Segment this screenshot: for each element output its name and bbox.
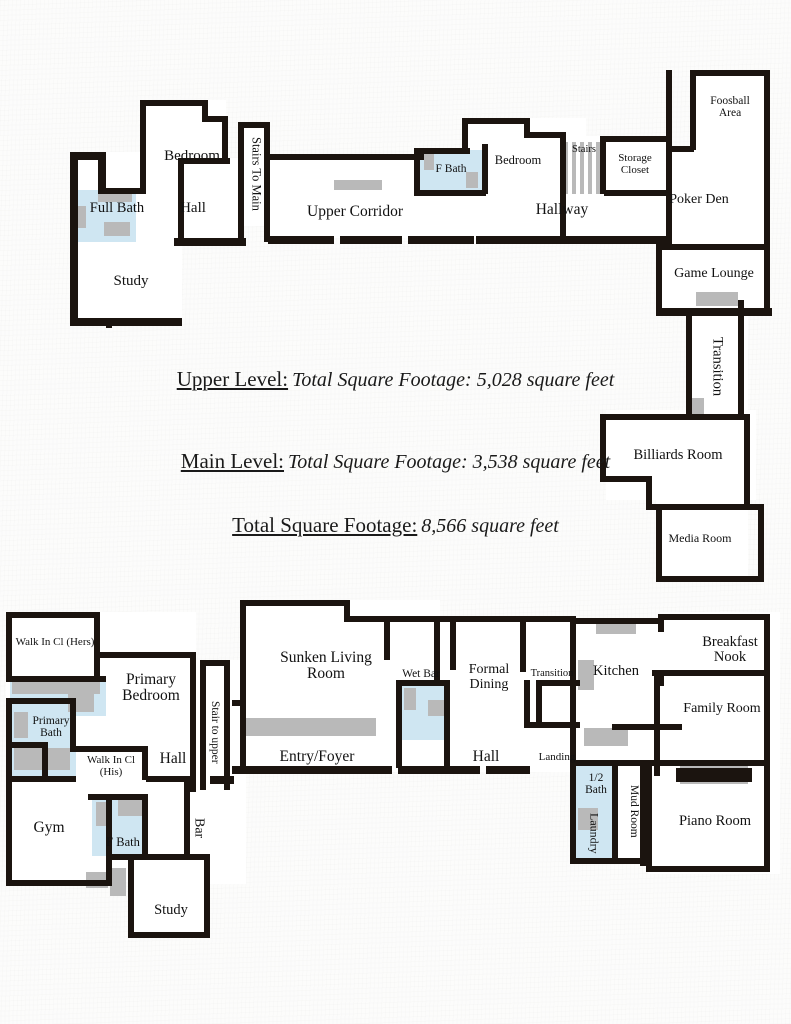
room-label-sunken-living-room: Sunken Living Room — [280, 648, 372, 682]
total-summary-label: Total Square Footage: — [232, 513, 418, 537]
room-label-transition-main: Transition — [530, 668, 574, 680]
room-label-foosball-area: Foosball Area — [710, 94, 750, 119]
main-level-summary — [0, 449, 791, 474]
room-label-full-bath: Full Bath — [89, 200, 145, 217]
room-label-transition-upper: Transition — [709, 337, 726, 397]
upper-level-summary — [0, 367, 791, 392]
room-label-billiards-room: Billiards Room — [633, 447, 723, 464]
room-label-hall-main-left: Hall — [159, 749, 187, 767]
room-label-half-bath: 1/2 Bath — [585, 771, 607, 796]
room-label-laundry: Laundry — [587, 812, 602, 854]
room-label-upper-corridor: Upper Corridor — [307, 202, 403, 220]
room-label-hall-upper: Hall — [180, 200, 206, 217]
upper-level-summary-label: Upper Level: — [176, 367, 289, 391]
room-label-piano-room: Piano Room — [678, 813, 752, 830]
room-label-walk-in-cl-hers: Walk In Cl (Hers) — [15, 636, 95, 649]
upper-level-summary-value: Total Square Footage: 5,028 square feet — [292, 369, 615, 391]
room-label-poker-den: Poker Den — [669, 191, 729, 207]
main-level-summary-label: Main Level: — [180, 449, 284, 473]
room-label-primary-bath: Primary Bath — [32, 714, 70, 739]
upper-level-plan — [70, 70, 772, 582]
room-label-hallway: Hallway — [535, 200, 589, 218]
room-label-hall-main-right: Hall — [472, 747, 500, 765]
main-level-summary-value: Total Square Footage: 3,538 square feet — [288, 451, 611, 473]
room-label-media-room: Media Room — [668, 530, 732, 545]
room-label-bar: Bar — [191, 817, 207, 839]
room-label-gym: Gym — [33, 818, 65, 836]
room-label-stair-to-upper: Stair to upper — [209, 700, 222, 764]
room-label-family-room: Family Room — [683, 700, 761, 716]
room-label-bedroom-upper-right: Bedroom — [494, 153, 542, 168]
room-label-stairs-upper: Stairs — [572, 144, 596, 156]
room-label-entry-foyer: Entry/Foyer — [279, 747, 355, 765]
room-label-stairs-to-main: Stairs To Main — [249, 137, 264, 211]
room-label-game-lounge: Game Lounge — [674, 265, 754, 281]
room-label-landing: Landing — [538, 751, 576, 764]
room-label-study-main: Study — [154, 902, 188, 919]
room-label-primary-bedroom: Primary Bedroom — [122, 670, 180, 704]
room-label-study-upper: Study — [113, 273, 149, 290]
total-summary-value: 8,566 square feet — [421, 515, 559, 537]
room-label-walk-in-cl-his: Walk In Cl (His) — [87, 754, 135, 778]
room-label-formal-dining: Formal Dining — [468, 662, 510, 692]
room-label-kitchen: Kitchen — [593, 663, 639, 680]
main-level-plan — [6, 600, 780, 938]
room-label-bedroom-upper-left: Bedroom — [164, 148, 220, 165]
room-label-storage-closet: Storage Closet — [618, 152, 652, 176]
room-label-f-bath-upper: F Bath — [435, 162, 467, 175]
room-label-breakfast-nook: Breakfast Nook — [702, 633, 758, 665]
room-label-mud-room: Mud Room — [628, 784, 641, 838]
room-label-f-bath-main: F Bath — [106, 835, 140, 850]
room-label-wet-bar: Wet Bar — [402, 667, 440, 680]
total-summary — [0, 513, 791, 538]
